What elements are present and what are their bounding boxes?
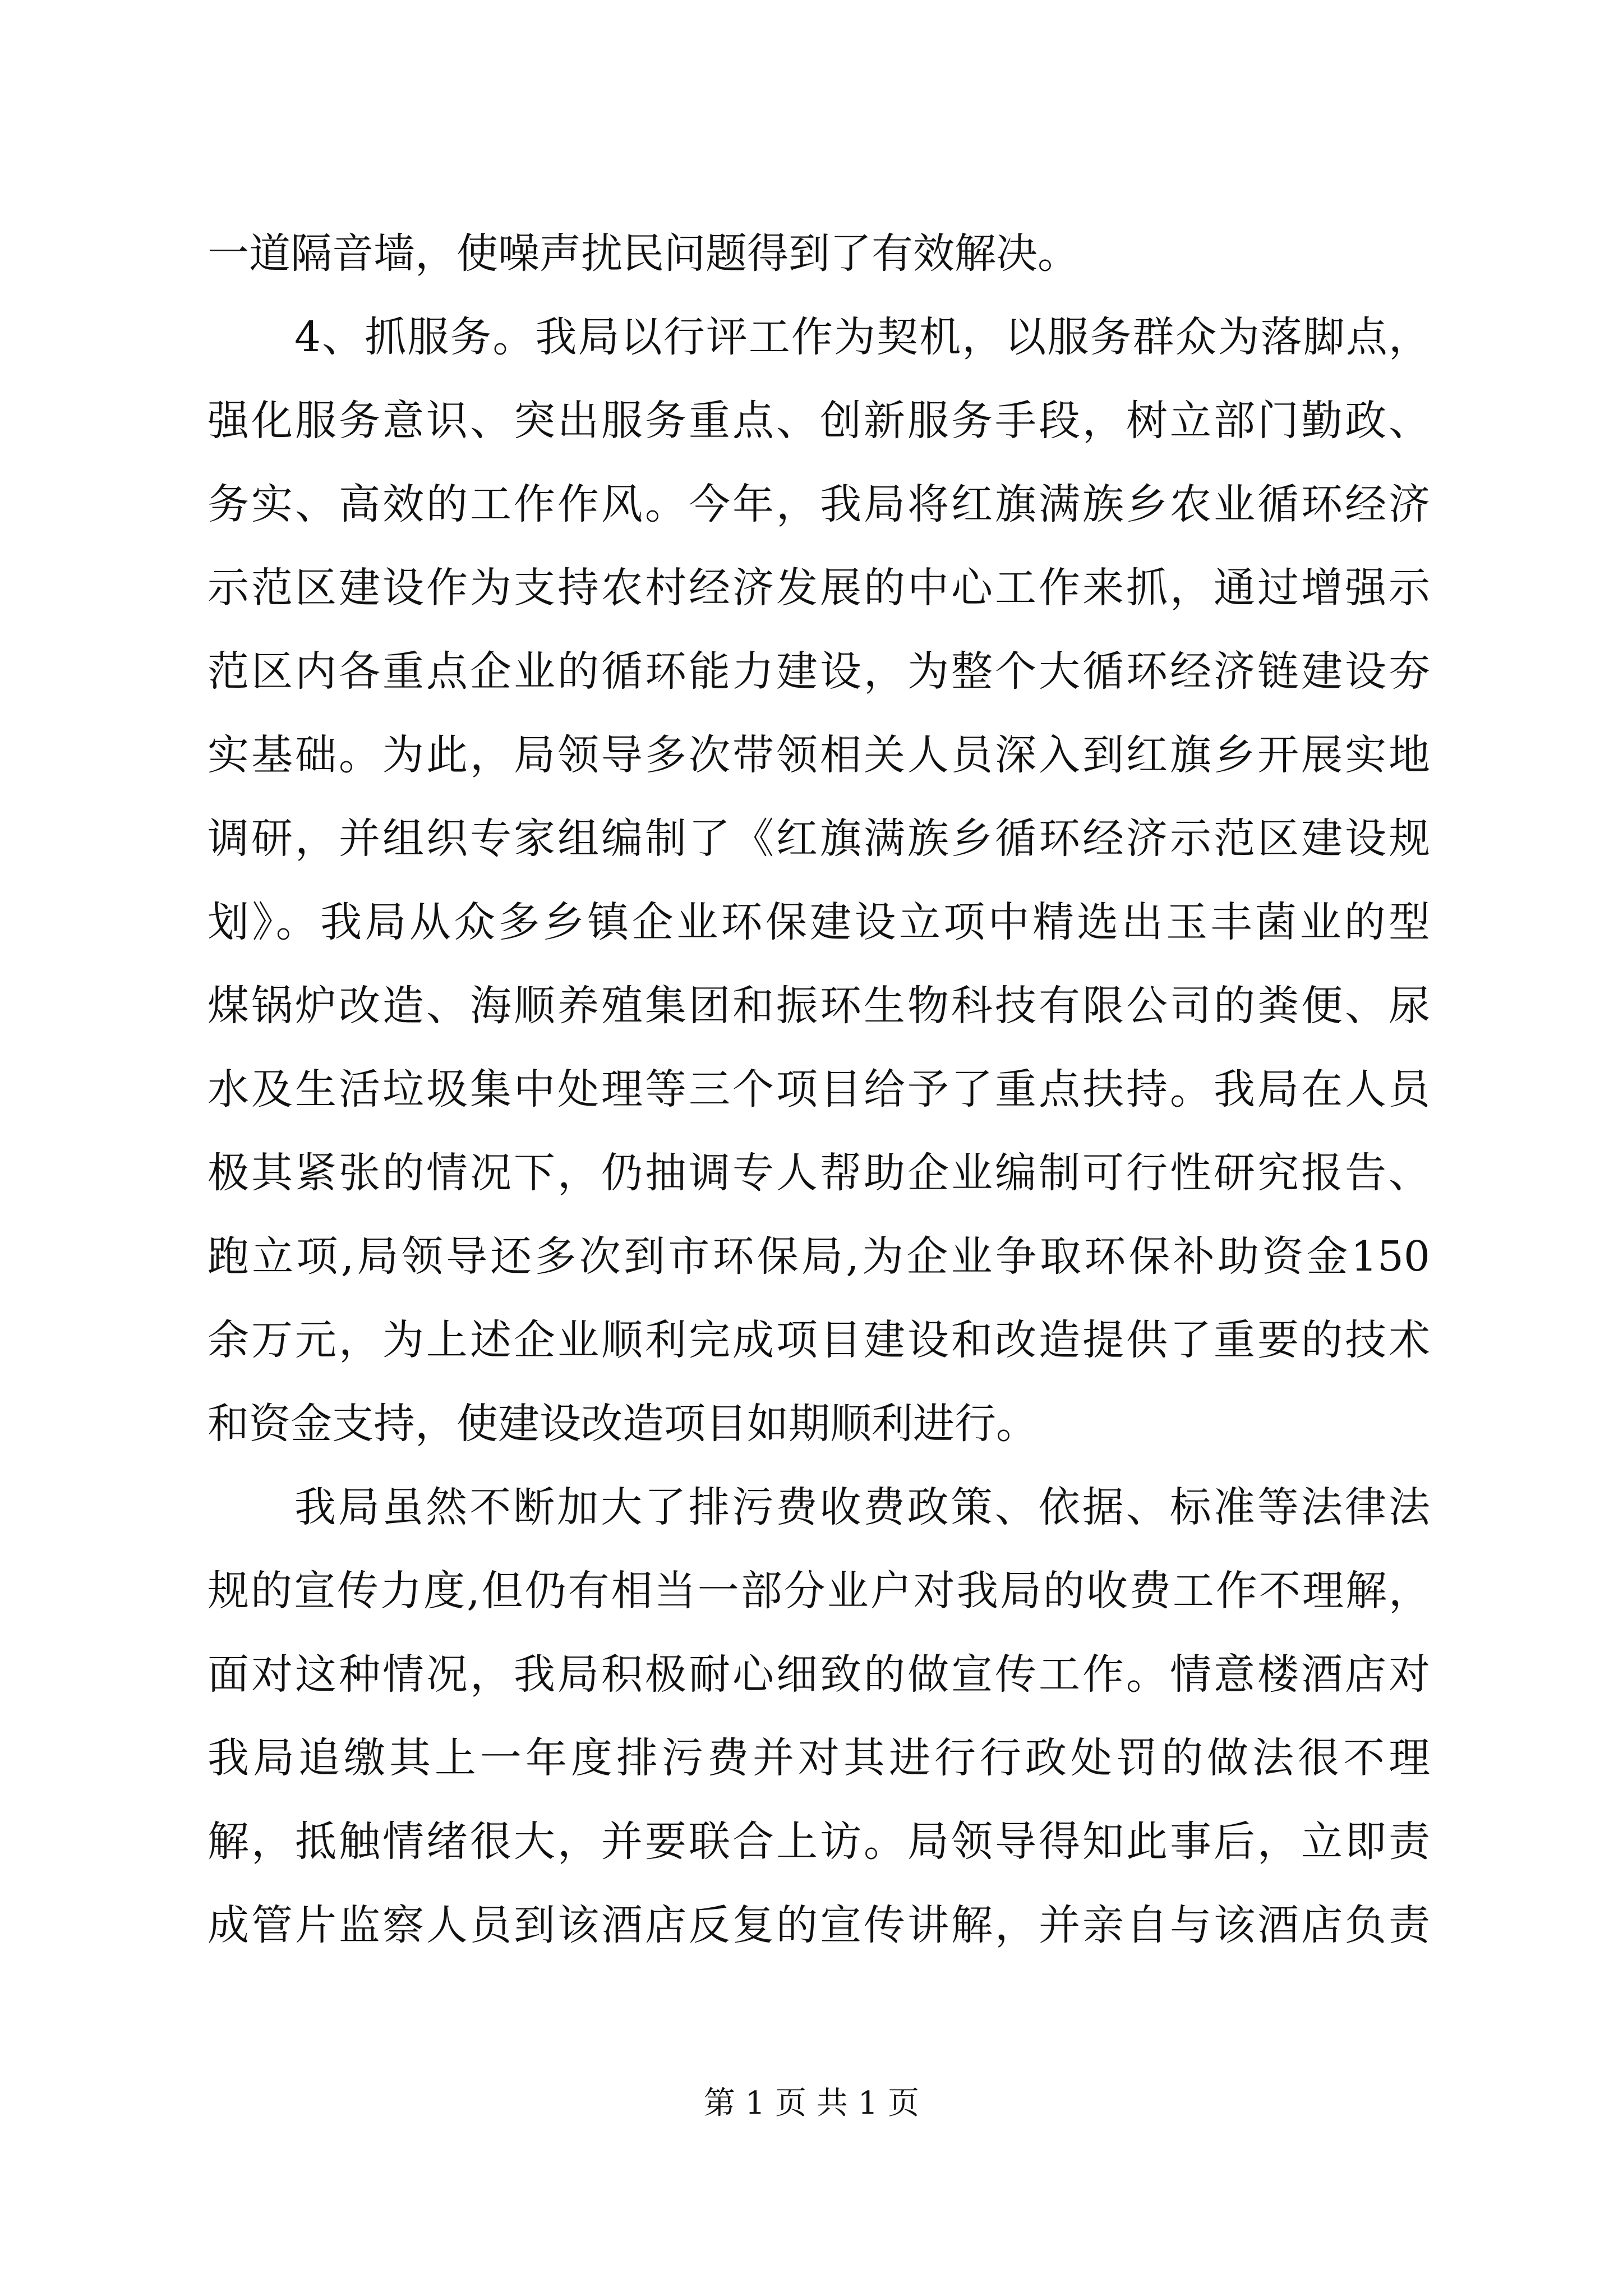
paragraph-line: 成管片监察人员到该酒店反复的宣传讲解，并亲自与该酒店负责 [208, 1901, 1430, 1949]
paragraph-line: 面对这种情况，我局积极耐心细致的做宣传工作。情意楼酒店对 [208, 1650, 1430, 1699]
paragraph-line: 一道隔音墙，使噪声扰民问题得到了有效解决。 [208, 229, 1079, 278]
paragraph-line: 示范区建设作为支持农村经济发展的中心工作来抓，通过增强示 [208, 564, 1430, 612]
paragraph-line: 强化服务意识、突出服务重点、创新服务手段，树立部门勤政、 [208, 397, 1430, 445]
page-indicator: 第 1 页 共 1 页 [703, 2085, 920, 2122]
paragraph-line: 调研，并组织专家组编制了《红旗满族乡循环经济示范区建设规 [208, 815, 1430, 863]
paragraph-line: 解，抵触情绪很大，并要联合上访。局领导得知此事后，立即责 [208, 1818, 1430, 1866]
paragraph-line: 水及生活垃圾集中处理等三个项目给予了重点扶持。我局在人员 [208, 1065, 1430, 1114]
paragraph-line: 范区内各重点企业的循环能力建设，为整个大循环经济链建设夯 [208, 647, 1430, 696]
paragraph-line: 极其紧张的情况下，仍抽调专人帮助企业编制可行性研究报告、 [208, 1149, 1430, 1197]
paragraph-line: 余万元，为上述企业顺利完成项目建设和改造提供了重要的技术 [208, 1316, 1430, 1364]
paragraph-line: 4、抓服务。我局以行评工作为契机，以服务群众为落脚点， [294, 313, 1430, 361]
paragraph-line: 煤锅炉改造、海顺养殖集团和振环生物科技有限公司的粪便、尿 [208, 982, 1430, 1030]
paragraph-line: 跑立项,局领导还多次到市环保局,为企业争取环保补助资金150 [208, 1232, 1430, 1281]
paragraph-line: 和资金支持，使建设改造项目如期顺利进行。 [208, 1400, 1038, 1448]
document-body [208, 212, 1430, 1967]
page-footer [0, 2081, 1623, 2126]
paragraph-line: 规的宣传力度,但仍有相当一部分业户对我局的收费工作不理解， [208, 1567, 1430, 1615]
paragraph-line: 实基础。为此，局领导多次带领相关人员深入到红旗乡开展实地 [208, 731, 1430, 779]
paragraph-line: 划》。我局从众多乡镇企业环保建设立项中精选出玉丰菌业的型 [208, 898, 1430, 946]
paragraph-line: 我局虽然不断加大了排污费收费政策、依据、标准等法律法 [294, 1483, 1430, 1531]
paragraph-line: 我局追缴其上一年度排污费并对其进行行政处罚的做法很不理 [208, 1734, 1430, 1782]
paragraph-line: 务实、高效的工作作风。今年，我局将红旗满族乡农业循环经济 [208, 480, 1430, 528]
